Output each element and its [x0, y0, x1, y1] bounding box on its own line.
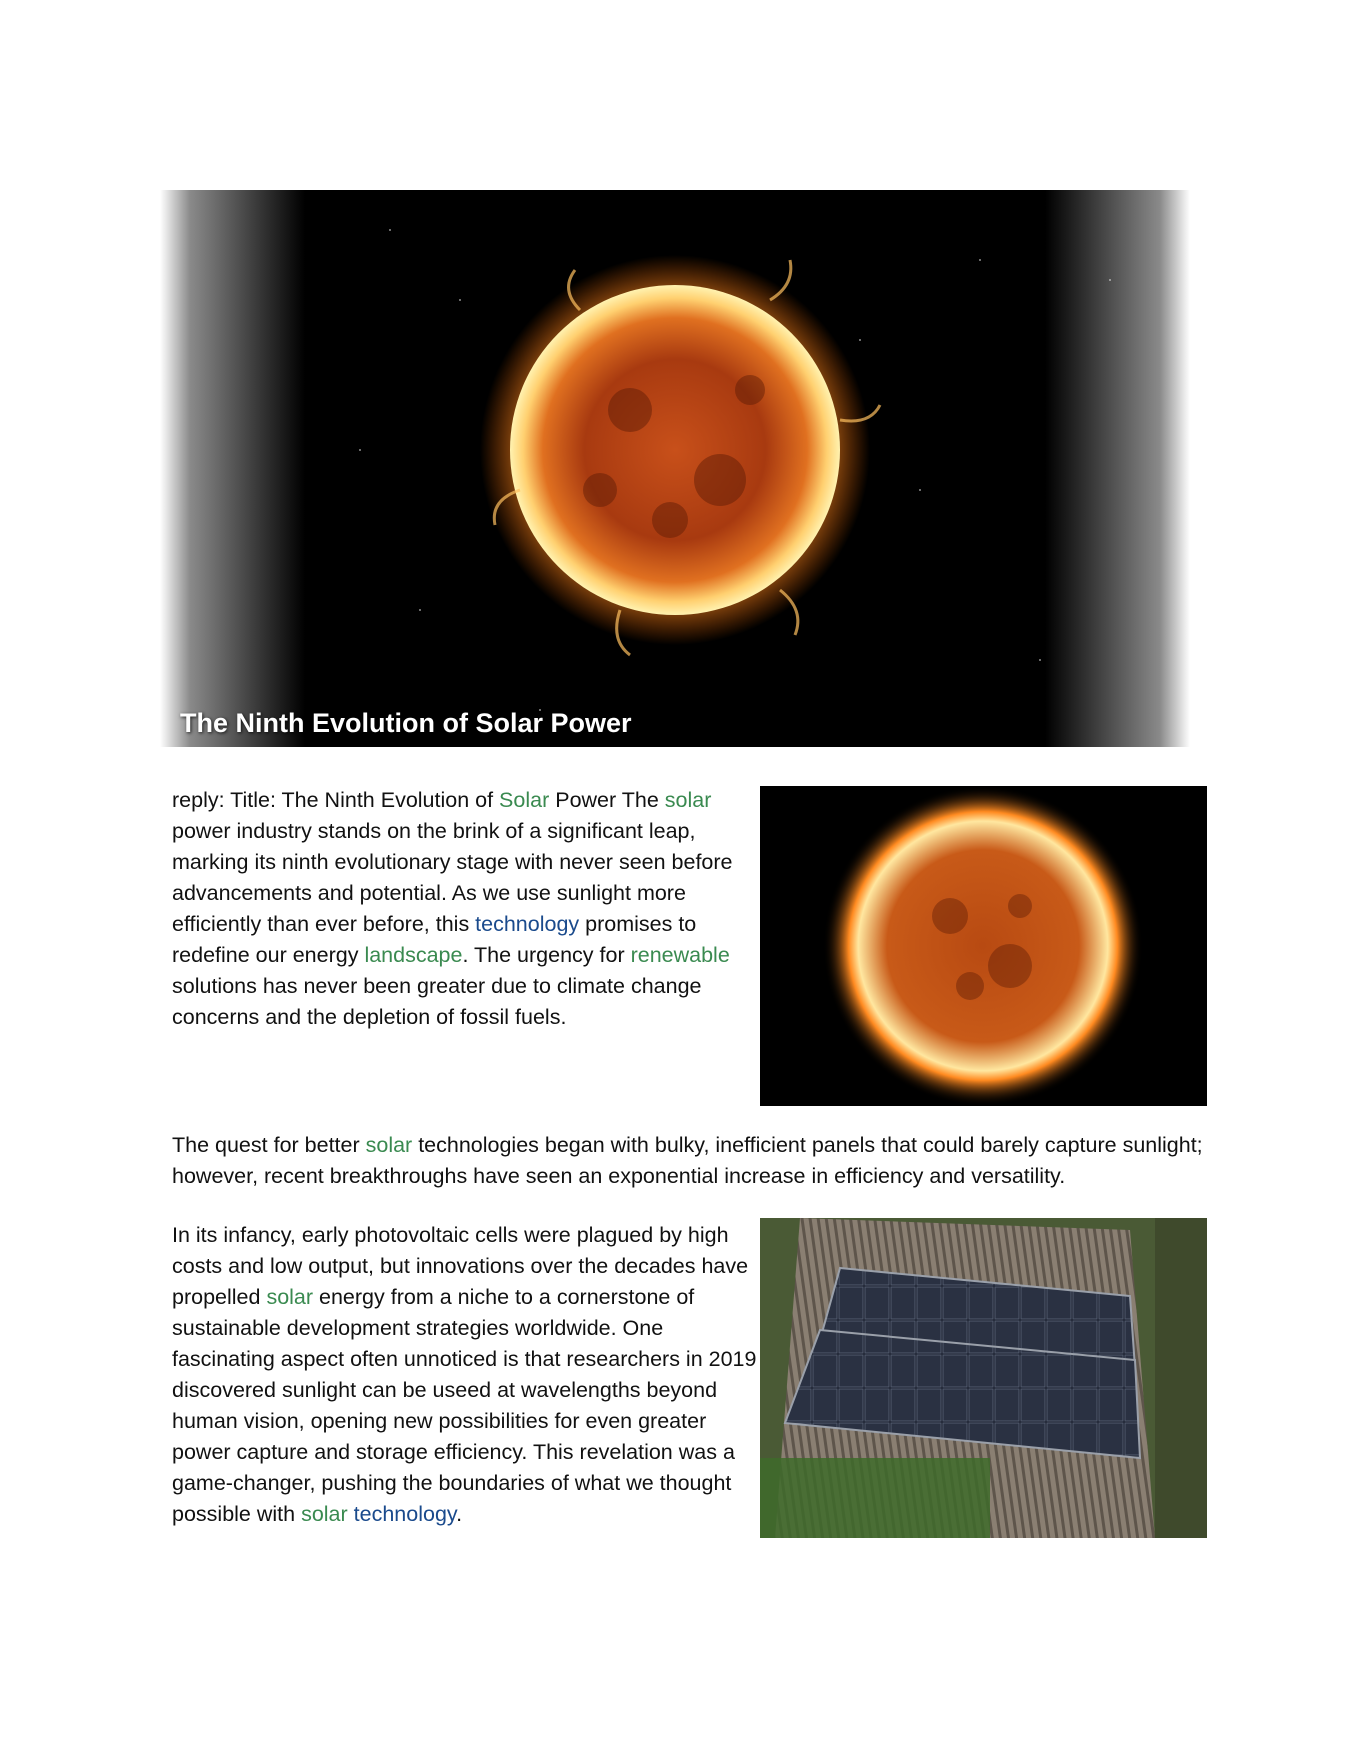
keyword-link[interactable]: solar	[664, 788, 712, 812]
text-run: reply: Title: The Ninth Evolution of	[172, 788, 500, 812]
paragraph-quest	[172, 1130, 1212, 1192]
keyword-link[interactable]: solar	[301, 1502, 348, 1526]
text-run: technologies began with bulky, inefficient panels that could barely capture sunlight; however, recent breakthroughs have seen an exponential increase in efficiency and versatility.	[172, 1133, 1203, 1188]
hero-banner	[160, 190, 1190, 747]
sun-in-space-image	[160, 190, 1190, 747]
text-run: In its infancy, early photovoltaic cells were plagued by high costs and low output, but innovations over the decades have propelled	[172, 1223, 749, 1309]
rooftop-solar-panels-image	[760, 1218, 1207, 1538]
keyword-link[interactable]: renewable	[630, 943, 730, 967]
keyword-link[interactable]: technology	[353, 1502, 457, 1526]
keyword-link[interactable]: solar	[365, 1133, 413, 1157]
text-run: power industry stands on the brink of a significant leap, marking its ninth evolutionary stage with never seen before advancements and potential. As we use sunlight more efficiently than ever before, this	[172, 819, 733, 936]
paragraph-intro	[172, 785, 757, 1033]
text-run: energy from a niche to a cornerstone of sustainable development strategies worldwide. One fascinating aspect often unnoticed is that researchers in 2019 discovered sunlight can be useed at wavelengths beyond human vision, opening new possibilities for even greater power capture and storage efficiency. This revelation was a game-changer, pushing the boundaries of what we thought possible with	[172, 1285, 757, 1526]
keyword-link[interactable]: landscape	[364, 943, 463, 967]
text-run: . The urgency for	[462, 943, 631, 967]
text-run: .	[456, 1502, 463, 1526]
hero-caption: The Ninth Evolution of Solar Power	[180, 708, 632, 738]
text-run: promises to redefine our energy	[172, 912, 697, 967]
text-run: The quest for better	[172, 1133, 366, 1157]
text-run: Power The	[549, 788, 665, 812]
text-run: solutions has never been greater due to climate change concerns and the depletion of fossil fuels.	[172, 974, 702, 1029]
keyword-link[interactable]: solar	[266, 1285, 314, 1309]
keyword-link[interactable]: Solar	[499, 788, 550, 812]
sun-closeup-image	[760, 786, 1207, 1106]
keyword-link[interactable]: technology	[475, 912, 580, 936]
paragraph-infancy	[172, 1220, 757, 1530]
